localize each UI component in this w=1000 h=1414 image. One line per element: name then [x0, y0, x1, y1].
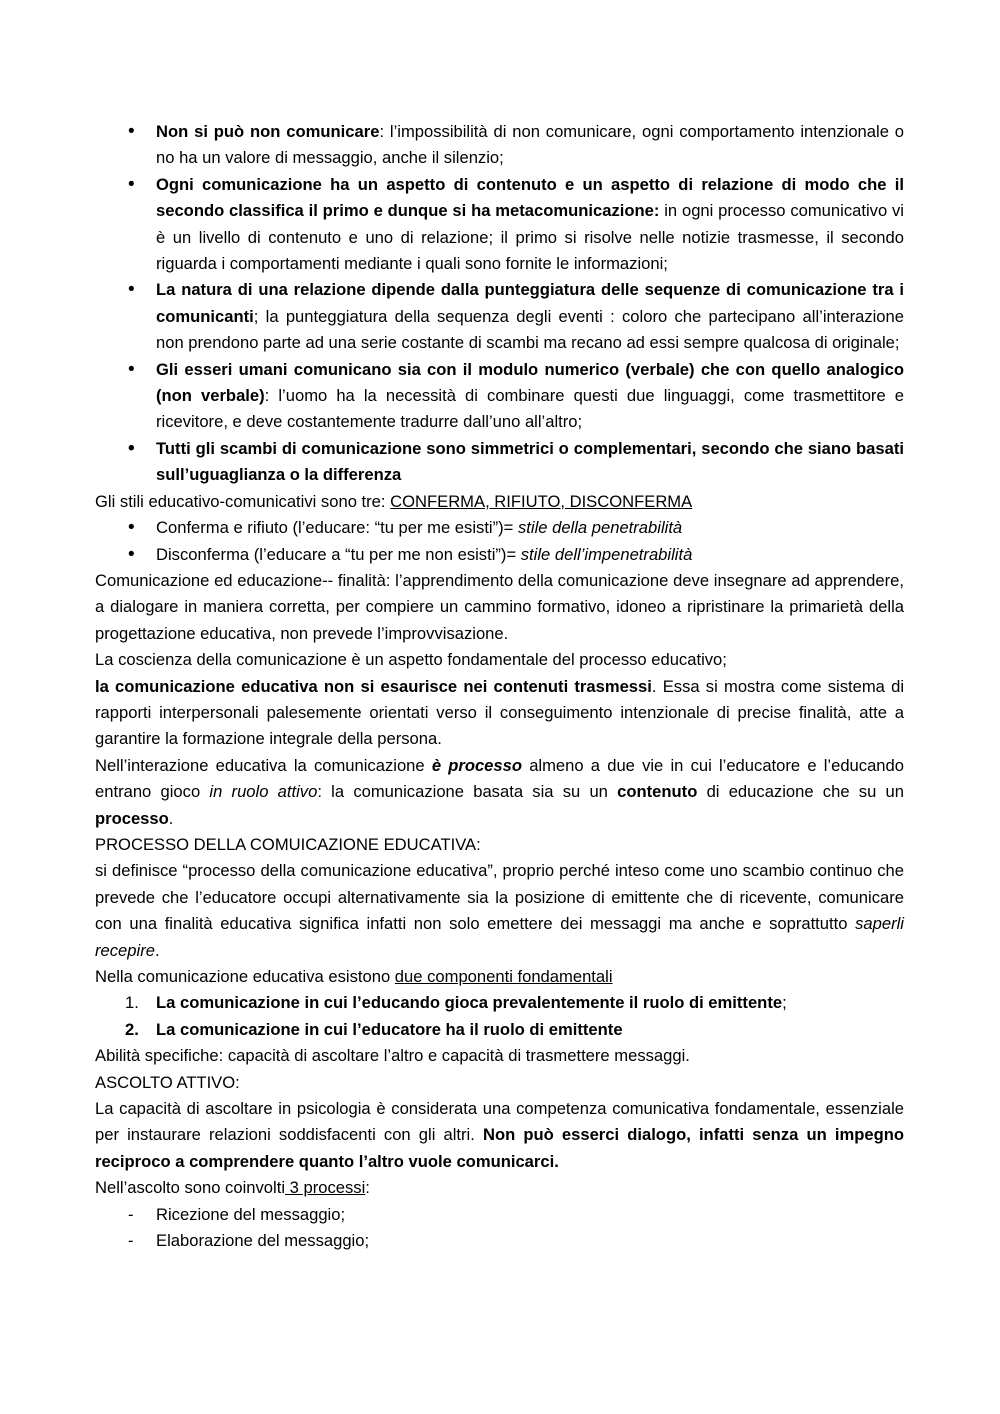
paragraph-bold: la comunicazione educativa non si esaurisce nei contenuti trasmessi [95, 676, 652, 696]
paragraph-ascolto [95, 1096, 904, 1175]
dash-marker: - [128, 1204, 134, 1224]
number-marker: 2. [125, 1019, 139, 1039]
paragraph-text: . [154, 940, 160, 960]
paragraph-text: . Essa si mostra come sistema di rapporti interpersonali palesemente orientati verso il conseguimento intenzionale di precise finalità, atte a garantire la formazione integrale della persona. [95, 676, 905, 749]
bullet-marker: • [128, 358, 135, 380]
underlined-text: CONFERMA, RIFIUTO, DISCONFERMA [390, 491, 693, 511]
list-item-text: in ogni processo comunicativo vi è un livello di contenuto e uno di relazione; il primo si risolve nelle notizie trasmesse, il secondo riguarda i comportamenti mediante i quali sono fornite le informazioni; [156, 201, 904, 274]
underlined-text: 3 processi [285, 1178, 366, 1198]
list-item [95, 436, 904, 489]
paragraph-processi [95, 1175, 904, 1201]
list-item [95, 542, 904, 568]
bullet-marker: • [128, 121, 135, 142]
paragraph-contenuti [95, 674, 904, 753]
paragraph-text: Nell’interazione educativa la comunicazione [95, 755, 432, 775]
list-item-text: Conferma e rifiuto (l’educare: “tu per me esisti”)= [156, 518, 518, 538]
paragraph-italic: in ruolo attivo [209, 782, 318, 802]
list-item-text: Ricezione del messaggio; [156, 1204, 346, 1224]
list-item [95, 119, 904, 172]
dash-item [95, 1228, 904, 1254]
list-item-italic: stile dell’impenetrabilità [520, 544, 693, 564]
paragraph-text: : [365, 1178, 370, 1198]
list-item-bold: La comunicazione in cui l’educando gioca prevalentemente il ruolo di emittente [156, 993, 783, 1013]
list-item-text: Disconferma (l’educare a “tu per me non esisti”)= [156, 544, 521, 564]
document-page [95, 119, 904, 1254]
bullet-marker: • [128, 279, 135, 301]
paragraph-text: . [168, 808, 174, 828]
list-item [95, 515, 904, 541]
paragraph-italic: saperli recepire [95, 914, 904, 960]
bullet-marker: • [128, 173, 135, 195]
paragraph-abilita: Abilità specifiche: capacità di ascoltare l’altro e capacità di trasmettere messaggi. [95, 1046, 690, 1066]
list-item-bold: Gli esseri umani comunicano sia con il modulo numerico (verbale) che con quello analogico (non verbale) [156, 359, 904, 406]
bullet-marker: • [128, 543, 135, 565]
paragraph-coscienza: La coscienza della comunicazione è un aspetto fondamentale del processo educativo; [95, 650, 727, 670]
numbered-item [95, 1017, 904, 1043]
list-item-text: ; la punteggiatura della sequenza degli eventi : coloro che partecipano all’interazione non prendono parte ad una serie costante di scambi ma recano ad essi sempre qualcosa di originale; [156, 306, 904, 353]
section-heading-ascolto: ASCOLTO ATTIVO: [95, 1072, 240, 1092]
paragraph-stili [95, 489, 904, 515]
dash-marker: - [128, 1231, 134, 1251]
list-item-italic: stile della penetrabilità [517, 518, 683, 538]
list-item-text: Elaborazione del messaggio; [156, 1231, 370, 1251]
paragraph-componenti [95, 964, 904, 990]
list-item-text: : l’impossibilità di non comunicare, ogni comportamento intenzionale o no ha un valore di messaggio, anche il silenzio; [156, 122, 904, 168]
paragraph-text: Gli stili educativo-comunicativi sono tre: [95, 491, 391, 511]
paragraph-text: Nell’ascolto sono coinvolti [95, 1178, 286, 1198]
list-item-bold: Ogni comunicazione ha un aspetto di contenuto e un aspetto di relazione di modo che il secondo classifica il primo e dunque si ha metacomunicazione: [156, 174, 904, 221]
list-item-bold: Non si può non comunicare [156, 122, 380, 141]
paragraph-text: almeno a due vie in cui l’educatore e l’educando entrano gioco [95, 755, 904, 802]
paragraph-bold-italic: è processo [431, 755, 523, 775]
section-heading-processo: PROCESSO DELLA COMUICAZIONE EDUCATIVA: [95, 834, 481, 854]
number-marker: 1. [125, 993, 139, 1013]
paragraph-finalita: Comunicazione ed educazione-- finalità: l’apprendimento della comunicazione deve insegnare ad apprendere, a dialogare in maniera corretta, per compiere un cammino formativo, idoneo a ripristinare la primarietà della progettazione educativa, non prevede l’improvvisazione. [95, 570, 904, 643]
paragraph-text: di educazione che su un [697, 782, 904, 802]
paragraph-bold: contenuto [617, 782, 698, 802]
paragraph-text: si definisce “processo della comunicazione educativa”, proprio perché inteso come uno scambio continuo che prevede che l’educatore occupi alternativamente sia la posizione di emittente che di ricevente, comunicare con una finalità educativa significa infatti non solo emettere dei messaggi ma anche e soprattutto [95, 861, 904, 934]
list-item [95, 172, 904, 278]
list-item-text: ; [782, 993, 787, 1013]
bullet-marker: • [128, 517, 135, 539]
list-item [95, 357, 904, 436]
underlined-text: due componenti fondamentali [394, 967, 613, 986]
paragraph-processo [95, 858, 904, 964]
paragraph-bold: Non può esserci dialogo, infatti senza un impegno reciproco a comprendere quanto l’altro vuole comunicarci. [95, 1125, 904, 1171]
bullet-marker: • [128, 437, 135, 459]
dash-item [95, 1202, 904, 1228]
list-item [95, 277, 904, 356]
paragraph-text: : la comunicazione basata sia su un [317, 782, 618, 802]
paragraph-bold: processo [95, 808, 169, 828]
paragraph-text: Nella comunicazione educativa esistono [95, 967, 395, 986]
paragraph-text: La capacità di ascoltare in psicologia è considerata una competenza comunicativa fondamentale, essenziale per instaurare relazioni soddisfacenti con gli altri. [95, 1099, 904, 1145]
list-item-bold: La natura di una relazione dipende dalla punteggiatura delle sequenze di comunicazione tra i comunicanti [156, 280, 904, 326]
list-item-bold: Tutti gli scambi di comunicazione sono simmetrici o complementari, secondo che siano basati sull’uguaglianza o la differenza [156, 438, 904, 485]
paragraph-interazione [95, 753, 904, 832]
list-item-bold: La comunicazione in cui l’educatore ha il ruolo di emittente [156, 1019, 623, 1039]
list-item-text: : l’uomo ha la necessità di combinare questi due linguaggi, come trasmettitore e ricevitore, e deve costantemente tradurre dall’uno all’altro; [156, 386, 904, 432]
numbered-item [95, 990, 904, 1016]
